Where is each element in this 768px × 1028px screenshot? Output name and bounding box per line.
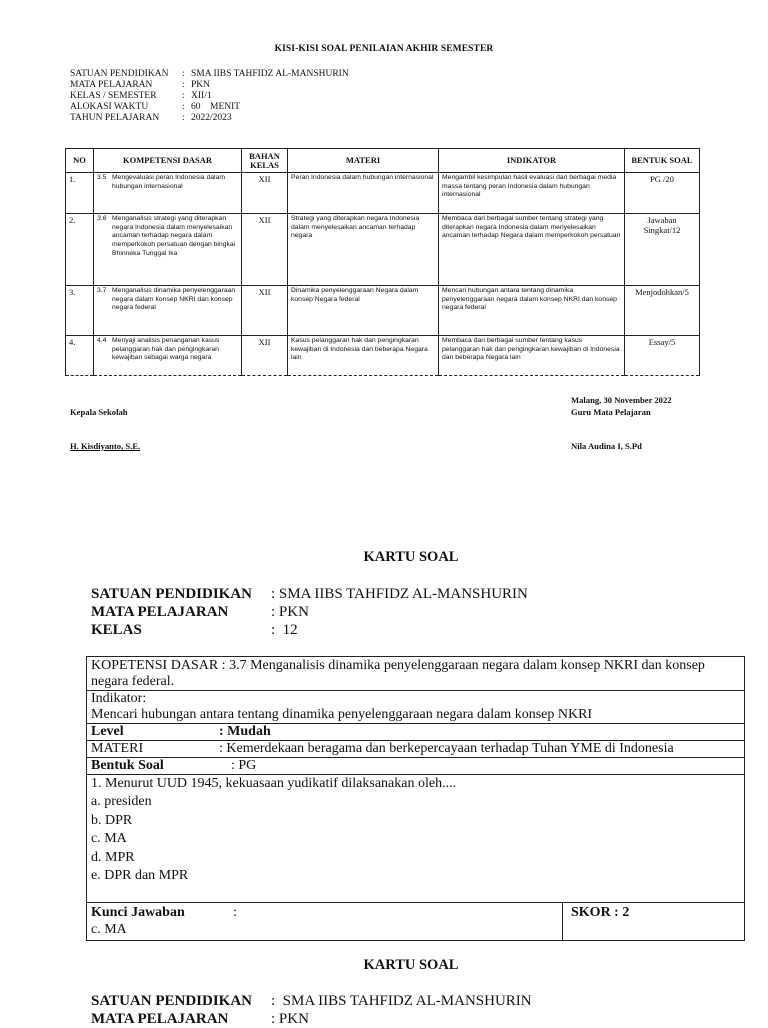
kartu-soal-card — [86, 656, 745, 941]
identity-label: MATA PELAJARAN — [91, 604, 229, 620]
cell-indikator: Mencari hubungan antara tentang dinamika penyelenggaraan negara dalam konsep NKRI dan konsep negara federal — [439, 286, 625, 336]
materi-row — [87, 741, 744, 758]
cell-no: 4. — [66, 336, 94, 376]
identity-label: KELAS — [91, 622, 142, 638]
kisi-identity — [70, 69, 349, 124]
table-row — [66, 214, 700, 286]
option-item: d. MPR — [91, 849, 135, 865]
identity-label: ALOKASI WAKTU — [70, 102, 149, 112]
cell-no: 3. — [66, 286, 94, 336]
header-bentuk-soal: BENTUK SOAL — [625, 149, 700, 173]
header-materi: MATERI — [288, 149, 439, 173]
bentuk-label: Bentuk Soal — [91, 758, 164, 773]
cell-indikator: Mengambil kesimpulan hasil evaluasi dari berbagai media massa tentang peran Indonesia dalam hubungan internasional — [439, 173, 625, 214]
place-date: Malang, 30 November 2022 — [571, 395, 672, 405]
kisi-table — [65, 148, 700, 376]
cell-indikator: Membaca dari berbagai sumber tentang kasus pelanggaran hak dan pengingkaran kewajiban di Indonesia dan beberapa Negara lain — [439, 336, 625, 376]
kisi-title: KISI-KISI SOAL PENILAIAN AKHIR SEMESTER — [274, 44, 494, 54]
options-list — [91, 793, 740, 886]
identity-label: TAHUN PELAJARAN — [70, 113, 160, 123]
identity-value: : SMA IIBS TAHFIDZ AL-MANSHURIN — [271, 586, 528, 602]
table-row — [66, 286, 700, 336]
kd-text: Menyaji analisis penanganan kasus pelanggaran hak dan pengingkaran kewajiban sebagai warga negara — [112, 337, 220, 362]
identity-label: KELAS / SEMESTER — [70, 91, 157, 101]
guru-name: Nila Audina I, S.Pd — [571, 441, 642, 451]
table-header-row — [66, 149, 700, 173]
option-item: e. DPR dan MPR — [91, 868, 189, 883]
cell-materi: Strategi yang diterapkan negara Indonesia dalam menyelesaikan ancaman terhadap negara — [288, 214, 439, 286]
identity-value: XII/1 — [191, 91, 212, 101]
level-row — [87, 724, 744, 741]
identity-row — [91, 1010, 532, 1028]
question-block — [87, 775, 744, 886]
kd-text: Mengevaluasi peran Indonesia dalam hubungan internasional — [112, 174, 225, 190]
guru-label: Guru Mata Pelajaran — [571, 407, 651, 417]
cell-materi: Kasus pelanggaran hak dan pengingkaran kewajiban di Indonesia dan beberapa Negara lain — [288, 336, 439, 376]
header-kompetensi: KOMPETENSI DASAR — [94, 149, 242, 173]
kd-number: 3.6 — [97, 215, 107, 222]
identity-row: KELAS / SEMESTER : XII/1 — [70, 91, 212, 101]
identity-row: TAHUN PELAJARAN : 2022/2023 — [70, 113, 232, 123]
cell-kompetensi — [94, 286, 242, 336]
identity-value: PKN — [191, 80, 211, 90]
skor: SKOR : 2 — [571, 905, 630, 920]
cell-kompetensi — [94, 214, 242, 286]
bentuk-row — [87, 758, 744, 775]
identity-value: : SMA IIBS TAHFIDZ AL-MANSHURIN — [271, 993, 532, 1009]
identity-row: MATA PELAJARAN : PKN — [70, 80, 211, 90]
level-label: Level — [91, 724, 124, 739]
indikator-label: Indikator: — [91, 691, 147, 706]
identity-value: SMA IIBS TAHFIDZ AL-MANSHURIN — [191, 69, 349, 79]
cell-bentuk: Essay/5 — [625, 336, 700, 376]
identity-row — [91, 585, 528, 603]
cell-materi: Peran Indonesia dalam hubungan internasional — [288, 173, 439, 214]
kepala-sekolah-name: H. Kisdiyanto, S.E. — [70, 441, 141, 451]
answer-row — [87, 902, 744, 940]
identity-value: 2022/2023 — [191, 113, 232, 123]
materi-label: MATERI — [91, 741, 144, 756]
kd-text: Menganalisis strategi yang diterapkan negara Indonesia dalam menyelesaikan ancaman terhadap negara dalam memperkokoh persatuan dengan bingkai Bhinneka Tunggal Ika — [112, 215, 236, 257]
cell-kelas: XII — [242, 336, 288, 376]
identity-label: SATUAN PENDIDIKAN — [70, 69, 169, 79]
identity-label: MATA PELAJARAN — [91, 1011, 229, 1027]
identity-value: 60 MENIT — [191, 102, 241, 112]
kunci-jawaban — [87, 903, 563, 940]
kunci-label: Kunci Jawaban — [91, 905, 185, 920]
kartu-title: KARTU SOAL — [363, 957, 459, 973]
table-row — [66, 336, 700, 376]
kompetensi-dasar: KOPETENSI DASAR : 3.7 Menganalisis dinamika penyelenggaraan negara dalam konsep NKRI dan konsep negara federal. — [87, 657, 744, 691]
cell-kelas: XII — [242, 173, 288, 214]
indikator-block — [87, 691, 744, 724]
bentuk-value: : PG — [231, 758, 257, 773]
cell-kompetensi — [94, 173, 242, 214]
identity-row — [91, 621, 528, 639]
option-item: b. DPR — [91, 812, 133, 828]
kartu-title: KARTU SOAL — [363, 549, 459, 565]
kunci-separator: : — [233, 905, 237, 920]
identity-row: SATUAN PENDIDIKAN : SMA IIBS TAHFIDZ AL-MANSHURIN — [70, 69, 349, 79]
level-value: : Mudah — [219, 724, 271, 739]
identity-row — [91, 603, 528, 621]
header-indikator: INDIKATOR — [439, 149, 625, 173]
kartu-identity — [91, 585, 528, 639]
identity-value: : PKN — [271, 1011, 309, 1027]
kunci-value: c. MA — [91, 922, 127, 937]
materi-value: : Kemerdekaan beragama dan berkepercayaan terhadap Tuhan YME di Indonesia — [219, 741, 674, 756]
indikator-text: Mencari hubungan antara tentang dinamika penyelenggaraan negara dalam konsep NKRI — [91, 707, 593, 722]
identity-label: SATUAN PENDIDIKAN — [91, 586, 252, 602]
kd-number: 3.5 — [97, 174, 107, 181]
cell-indikator: Membaca dari berbagai sumber tentang strategi yang diterapkan negara Indonesia dalam menyelesaikan ancaman terhadap Negara dalam memperkokoh persatuan — [439, 214, 625, 286]
identity-row — [91, 992, 532, 1010]
question-text: 1. Menurut UUD 1945, kekuasaan yudikatif dilaksanakan oleh.... — [91, 776, 457, 791]
option-item: c. MA — [91, 831, 127, 846]
identity-label: MATA PELAJARAN — [70, 80, 153, 90]
cell-kompetensi — [94, 336, 242, 376]
kepala-sekolah-label: Kepala Sekolah — [70, 407, 128, 417]
table-row — [66, 173, 700, 214]
cell-bentuk: Menjodohkan/5 — [625, 286, 700, 336]
cell-kelas: XII — [242, 286, 288, 336]
kd-number: 4.4 — [97, 337, 107, 344]
cell-materi: Dinamika penyelenggaraan Negara dalam konsep Negara federal — [288, 286, 439, 336]
cell-bentuk: PG /20 — [625, 173, 700, 214]
header-bahan-kelas: BAHAN KELAS — [242, 149, 288, 173]
cell-no: 2. — [66, 214, 94, 286]
identity-row: ALOKASI WAKTU : 60 MENIT — [70, 102, 241, 112]
cell-kelas: XII — [242, 214, 288, 286]
identity-value: : 12 — [271, 622, 298, 638]
kd-number: 3.7 — [97, 287, 107, 294]
cell-bentuk: Jawaban Singkat/12 — [625, 214, 700, 286]
option-item: a. presiden — [91, 794, 152, 809]
cell-no: 1. — [66, 173, 94, 214]
identity-value: : PKN — [271, 604, 309, 620]
kd-text: Menganalisis dinamika penyelenggaraan negara dalam konsep NKRI dan konsep negara federal — [112, 287, 236, 312]
header-no: NO — [66, 149, 94, 173]
identity-label: SATUAN PENDIDIKAN — [91, 993, 252, 1009]
kartu-identity — [91, 992, 532, 1028]
